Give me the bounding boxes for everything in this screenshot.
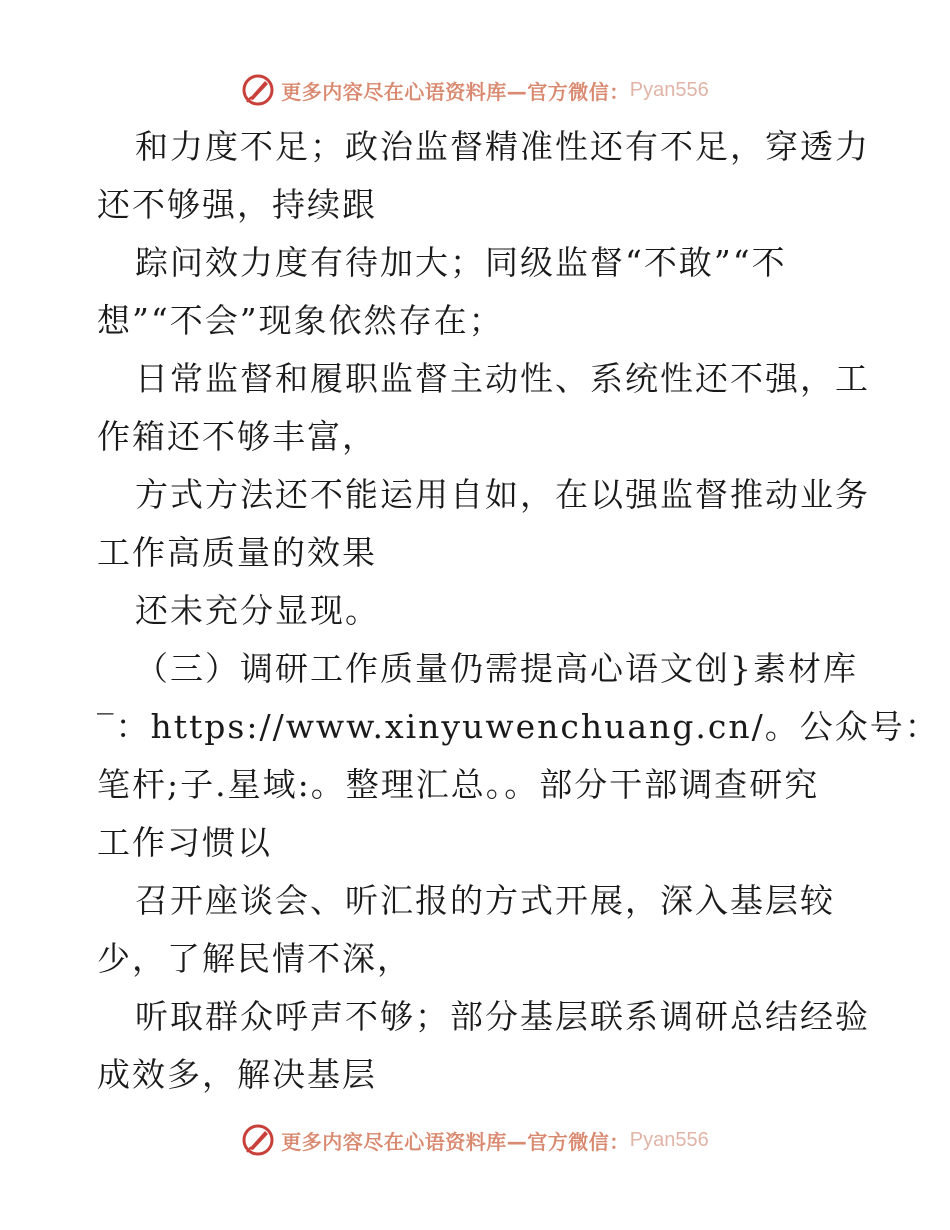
footer-banner-text: 更多内容尽在心语资料库—官方微信： <box>281 1129 630 1154</box>
text-line: 少，了解民情不深， <box>97 939 412 978</box>
text-line: 召开座谈会、听汇报的方式开展，深入基层较 <box>135 881 835 920</box>
footer-banner <box>0 1118 950 1162</box>
section-heading: （三）调研工作质量仍需提高心语文创}素材库 <box>135 649 858 688</box>
text-line: 作箱还不够丰富， <box>97 417 377 456</box>
document-body <box>97 118 940 1104</box>
header-banner <box>0 68 950 112</box>
text-line: 工作高质量的效果 <box>97 533 377 572</box>
footer-banner-account: Pyan556 <box>629 1128 709 1151</box>
text-line: 方式方法还不能运用自如，在以强监督推动业务 <box>135 475 870 514</box>
text-line: 工作习惯以 <box>97 823 272 862</box>
text-line: 听取群众呼声不够；部分基层联系调研总结经验 <box>135 997 870 1036</box>
text-line: ‾：https://www.xinyuwenchuang.cn/。公众号： <box>97 707 940 746</box>
text-line: 想”“不会”现象依然存在； <box>97 301 504 340</box>
text-line: 踪问效力度有待加大；同级监督“不敢”“不 <box>135 243 787 282</box>
text-line: 和力度不足；政治监督精准性还有不足，穿透力 <box>135 127 870 166</box>
header-banner-text: 更多内容尽在心语资料库—官方微信： <box>281 79 630 104</box>
quill-logo-icon <box>241 1123 275 1157</box>
quill-logo-icon <box>241 73 275 107</box>
text-line: 还不够强，持续跟 <box>97 185 377 224</box>
header-banner-account: Pyan556 <box>629 78 709 101</box>
text-line: 笔杆;子.星域:。整理汇总。。部分干部调查研究 <box>97 765 820 804</box>
text-line: 还未充分显现。 <box>135 591 380 630</box>
text-line: 成效多，解决基层 <box>97 1055 377 1094</box>
text-line: 日常监督和履职监督主动性、系统性还不强，工 <box>135 359 870 398</box>
